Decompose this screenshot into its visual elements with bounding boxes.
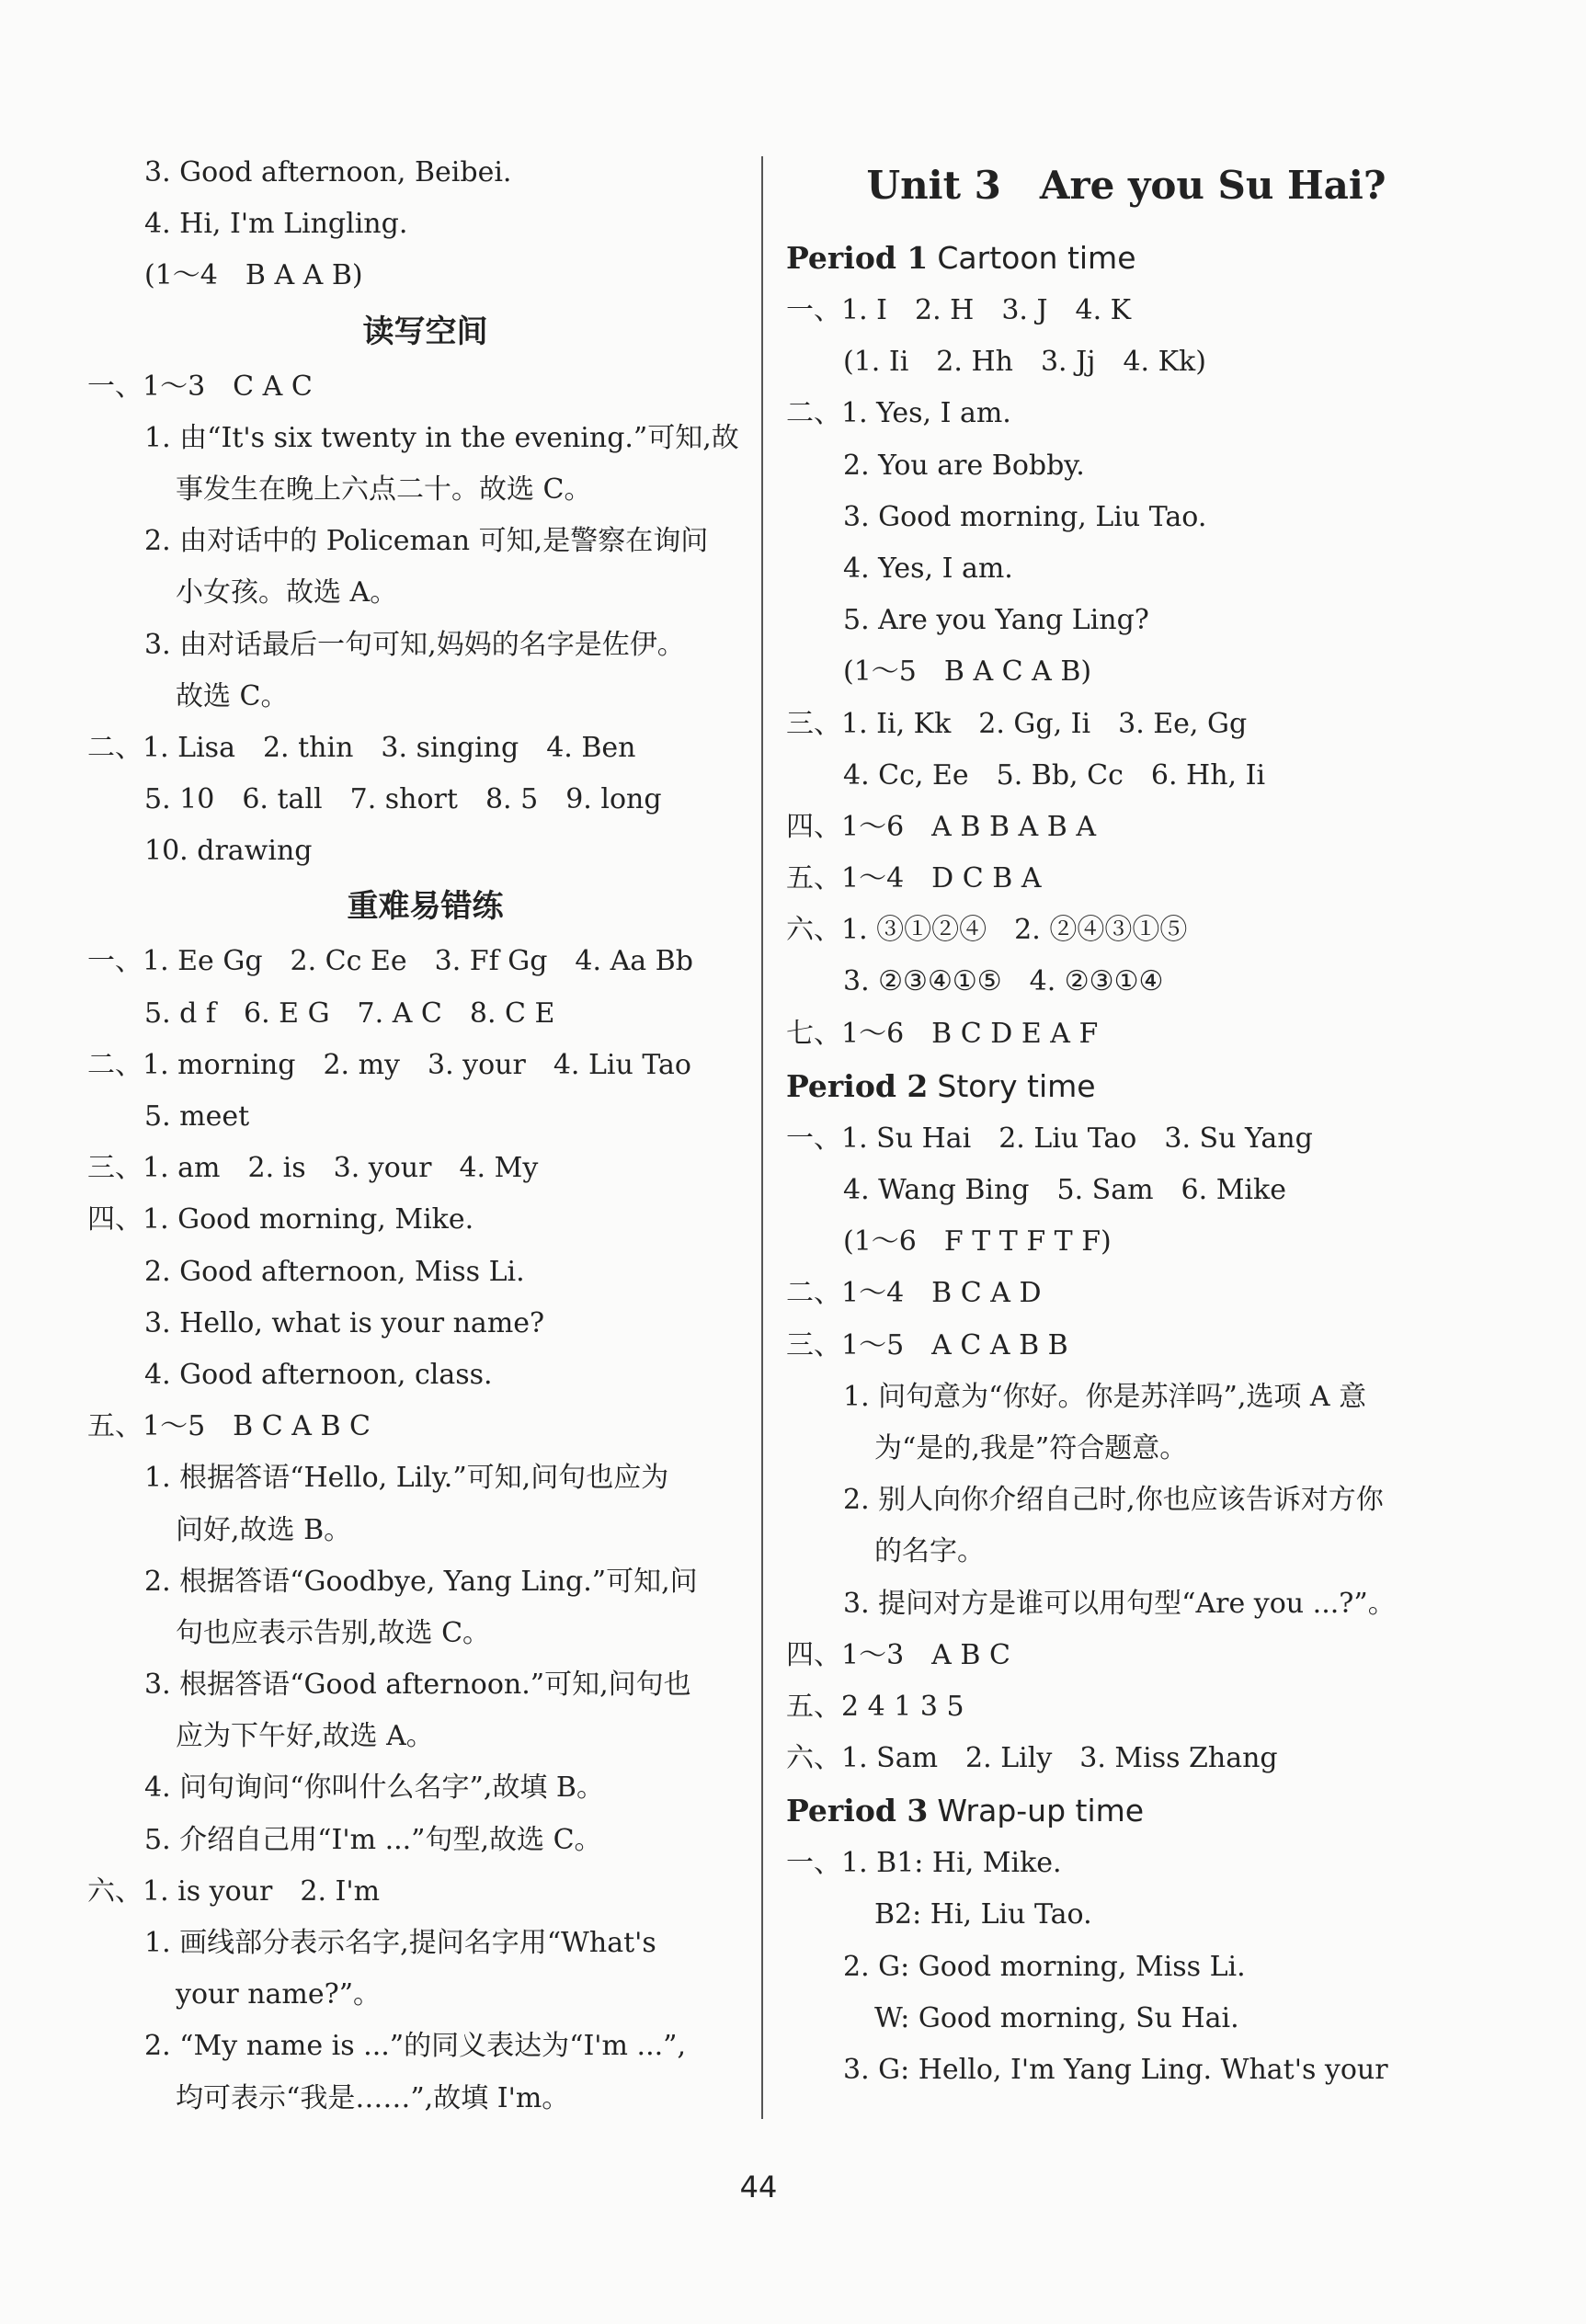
- answer-line: 五、1～5 B C A B C: [87, 1410, 371, 1443]
- answer-line: 均可表示“我是……”,故填 I'm。: [176, 2081, 570, 2114]
- period-label: Period 1: [786, 240, 929, 276]
- answer-line: 1. 根据答语“Hello, Lily.”可知,问句也应为: [144, 1462, 669, 1495]
- period-title: Cartoon time: [937, 240, 1136, 276]
- answer-line: 二、1. Lisa 2. thin 3. singing 4. Ben: [87, 731, 636, 764]
- section-title: 重难易错练: [347, 888, 504, 926]
- answer-line: 4. Cc, Ee 5. Bb, Cc 6. Hh, Ii: [843, 758, 1266, 792]
- answer-line: 4. Yes, I am.: [843, 552, 1013, 585]
- answer-line: 六、1. Sam 2. Lily 3. Miss Zhang: [786, 1742, 1278, 1775]
- period-label: Period 2: [786, 1067, 929, 1104]
- answer-line: 1. 由“It's six twenty in the evening.”可知,故: [144, 421, 739, 454]
- answer-line: 4. Wang Bing 5. Sam 6. Mike: [843, 1174, 1286, 1206]
- answer-line: 2. 别人向你介绍自己时,你也应该告诉对方你: [843, 1484, 1384, 1517]
- answer-line: 小女孩。故选 A。: [176, 576, 398, 609]
- answer-line: 3. 根据答语“Good afternoon.”可知,问句也: [144, 1669, 691, 1702]
- answer-line: 5. 介绍自己用“I'm ...”句型,故选 C。: [144, 1823, 602, 1856]
- answer-line: 故选 C。: [176, 679, 289, 712]
- answer-line: 四、1. Good morning, Mike.: [87, 1203, 474, 1236]
- period-heading: [786, 232, 1466, 285]
- answer-line: 句也应表示告别,故选 C。: [176, 1616, 491, 1649]
- answer-line: 应为下午好,故选 A。: [176, 1720, 434, 1753]
- answer-line: 3. Hello, what is your name?: [144, 1306, 545, 1339]
- answer-line: 一、1～3 C A C: [87, 370, 313, 403]
- answer-line: 五、2 4 1 3 5: [786, 1690, 964, 1723]
- answer-line: 5. 10 6. tall 7. short 8. 5 9. long: [144, 783, 662, 816]
- answer-line: 二、1. Yes, I am.: [786, 397, 1011, 430]
- answer-line: 3. Good morning, Liu Tao.: [843, 500, 1207, 533]
- answer-line: your name?”。: [176, 1978, 382, 2011]
- answer-line: 三、1～5 A C A B B: [786, 1328, 1068, 1361]
- answer-line: 5. Are you Yang Ling?: [843, 604, 1149, 637]
- answer-line: 一、1. B1: Hi, Mike.: [786, 1847, 1062, 1880]
- left-column: [87, 147, 763, 2125]
- answer-line: 三、1. Ii, Kk 2. Gg, Ii 3. Ee, Gg: [786, 707, 1248, 740]
- period-title: Story time: [937, 1067, 1096, 1104]
- answer-line: 2. G: Good morning, Miss Li.: [843, 1950, 1246, 1983]
- answer-line: 一、1. I 2. H 3. J 4. K: [786, 294, 1132, 326]
- answer-line: 的名字。: [874, 1535, 985, 1568]
- period-title: Wrap-up time: [937, 1793, 1145, 1829]
- answer-line: 3. Good afternoon, Beibei.: [144, 156, 512, 188]
- period-heading: [786, 1060, 1466, 1113]
- answer-line: 三、1. am 2. is 3. your 4. My: [87, 1152, 539, 1185]
- answer-line: 一、1. Ee Gg 2. Cc Ee 3. Ff Gg 4. Aa Bb: [87, 945, 693, 978]
- answer-line: 问好,故选 B。: [176, 1513, 352, 1546]
- answer-line: 2. 根据答语“Goodbye, Yang Ling.”可知,问: [144, 1565, 698, 1598]
- period-label: Period 3: [786, 1793, 929, 1829]
- answer-line: 五、1～4 D C B A: [786, 862, 1042, 895]
- answer-line: 四、1～3 A B C: [786, 1638, 1010, 1671]
- right-column: [786, 147, 1466, 2096]
- answer-line: 5. meet: [144, 1100, 250, 1133]
- column-divider: [761, 156, 763, 2119]
- answer-line: 事发生在晚上六点二十。故选 C。: [176, 473, 592, 506]
- answer-line: 六、1. is your 2. I'm: [87, 1874, 381, 1908]
- answer-line: (1～6 F T T F T F): [843, 1225, 1112, 1259]
- answer-line: 七、1～6 B C D E A F: [786, 1017, 1099, 1050]
- answer-line: 4. Good afternoon, class.: [144, 1358, 493, 1391]
- answer-line: 一、1. Su Hai 2. Liu Tao 3. Su Yang: [786, 1122, 1313, 1155]
- answer-line: B2: Hi, Liu Tao.: [874, 1898, 1092, 1931]
- answer-line: 10. drawing: [144, 835, 313, 868]
- answer-line: 3. 由对话最后一句可知,妈妈的名字是佐伊。: [144, 628, 685, 661]
- answer-line: 4. 问句询问“你叫什么名字”,故填 B。: [144, 1771, 604, 1805]
- answer-line: (1. Ii 2. Hh 3. Jj 4. Kk): [843, 346, 1206, 379]
- unit-title: Unit 3 Are you Su Hai?: [866, 163, 1386, 208]
- answer-line: 3. 提问对方是谁可以用句型“Are you ...?”。: [843, 1587, 1396, 1620]
- period-heading: [786, 1784, 1466, 1838]
- answer-line: W: Good morning, Su Hai.: [874, 2001, 1239, 2034]
- answer-line: 3. G: Hello, I'm Yang Ling. What's your: [843, 2054, 1388, 2086]
- answer-line: 2. “My name is ...”的同义表达为“I'm ...”,: [144, 2030, 687, 2063]
- answer-line: 2. Good afternoon, Miss Li.: [144, 1255, 525, 1288]
- answer-line: (1～4 B A A B): [144, 259, 363, 292]
- section-title: 读写空间: [362, 313, 488, 350]
- answer-line: 四、1～6 A B B A B A: [786, 810, 1096, 843]
- answer-line: 1. 画线部分表示名字,提问名字用“What's: [144, 1927, 656, 1959]
- answer-line: 4. Hi, I'm Lingling.: [144, 208, 408, 241]
- answer-line: 六、1. ③①②④ 2. ②④③①⑤: [786, 914, 1188, 947]
- answer-line: (1～5 B A C A B): [843, 655, 1092, 689]
- answer-line: 3. ②③④①⑤ 4. ②③①④: [843, 965, 1164, 998]
- answer-line: 1. 问句意为“你好。你是苏洋吗”,选项 A 意: [843, 1380, 1367, 1413]
- answer-line: 2. 由对话中的 Policeman 可知,是警察在询问: [144, 525, 709, 558]
- answer-line: 2. You are Bobby.: [843, 449, 1085, 482]
- answer-line: 5. d f 6. E G 7. A C 8. C E: [144, 997, 555, 1030]
- answer-line: 二、1～4 B C A D: [786, 1277, 1042, 1310]
- answer-line: 二、1. morning 2. my 3. your 4. Liu Tao: [87, 1048, 691, 1081]
- answer-line: 为“是的,我是”符合题意。: [874, 1431, 1188, 1464]
- page-number: 44: [739, 2170, 778, 2204]
